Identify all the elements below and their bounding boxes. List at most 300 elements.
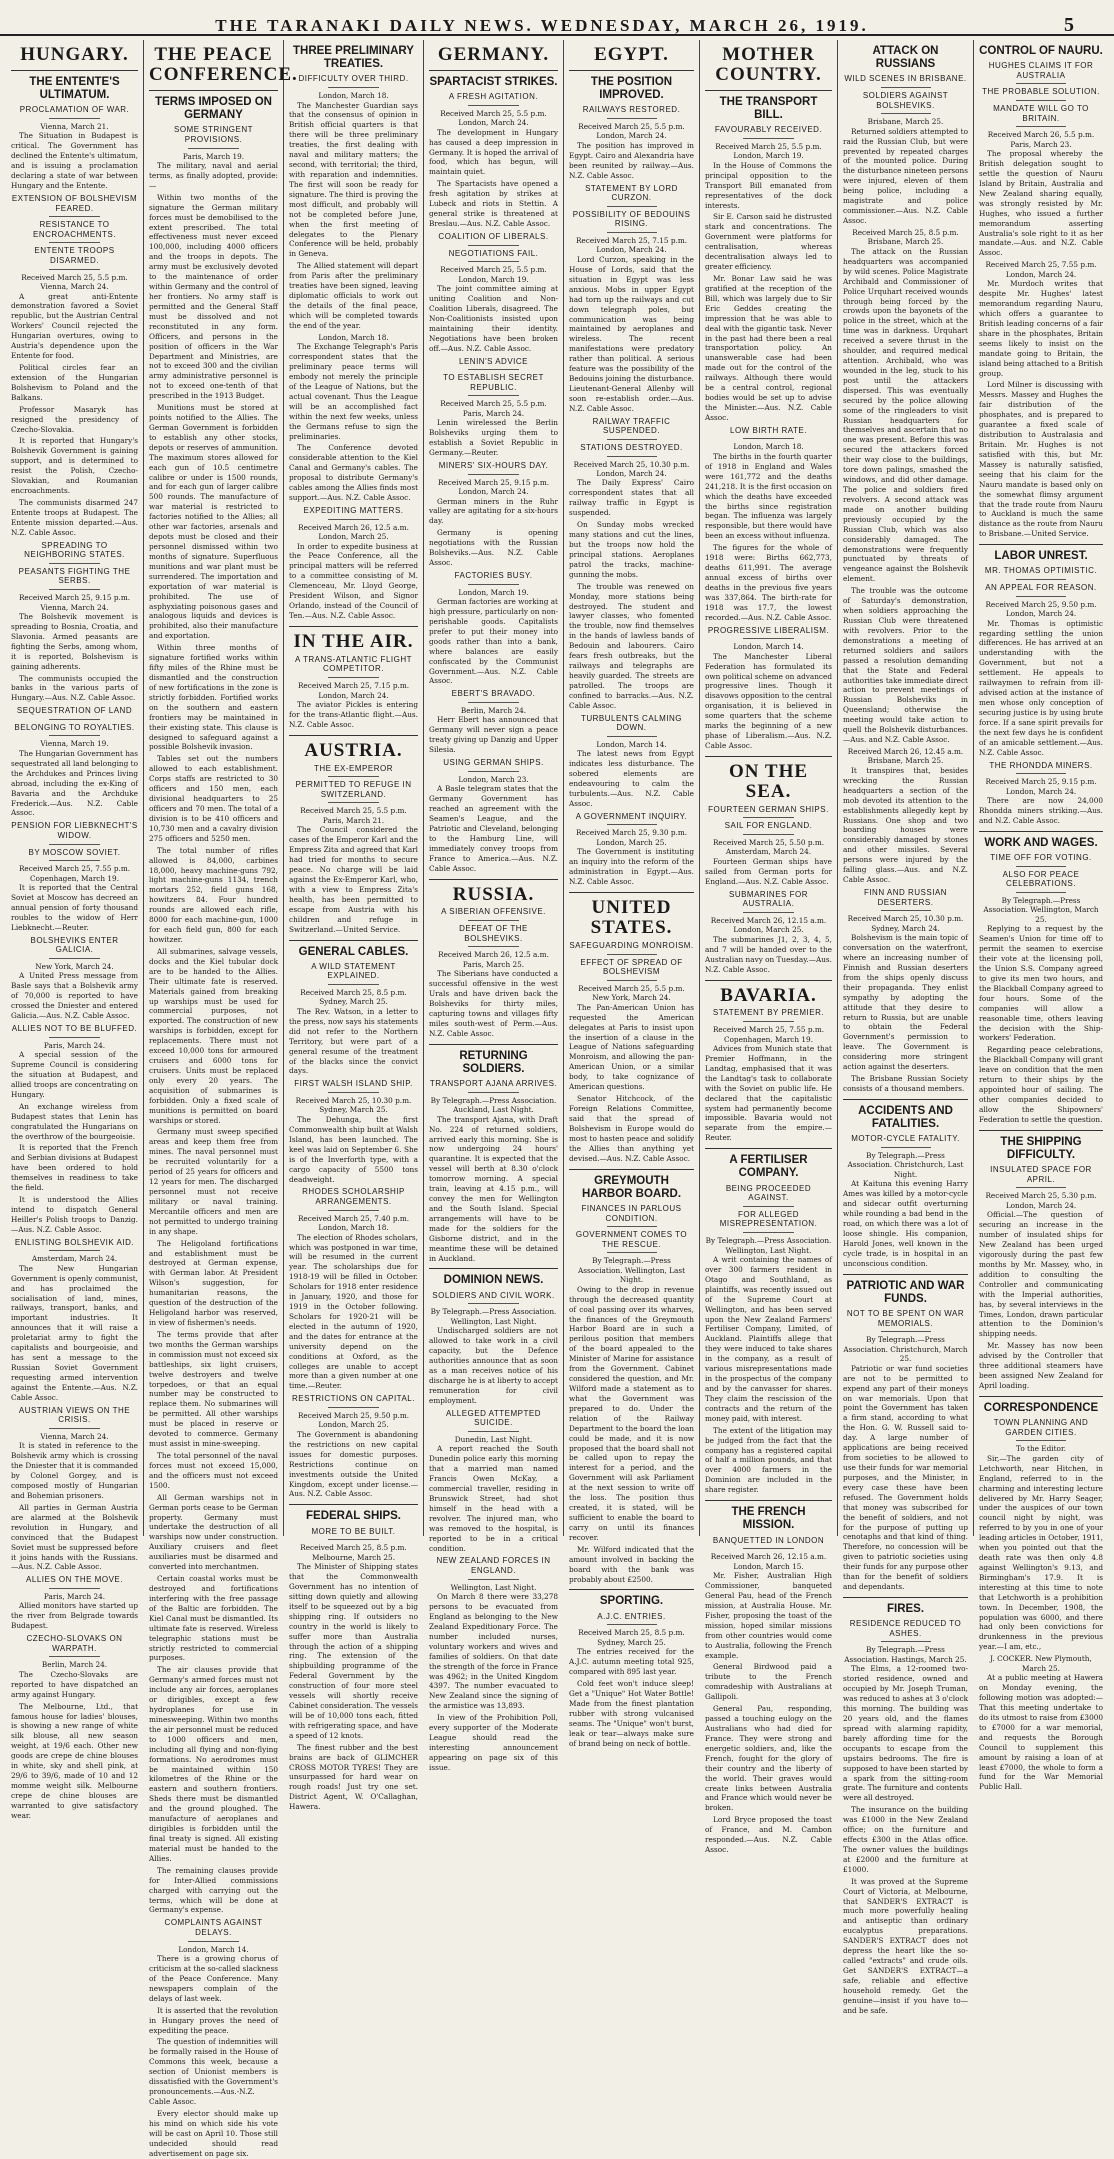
article-headline: FEDERAL SHIPS. — [306, 1510, 401, 1523]
dateline: Received March 26, 12.5 a.m. Paris, March 25. — [438, 950, 549, 969]
dateline: Received March 26, 12.5 a.m. London, March 25. — [298, 522, 409, 542]
column-rule — [289, 940, 418, 941]
short-rule — [743, 638, 794, 639]
sub-headline: MOTOR-CYCLE FATALITY. — [851, 1134, 960, 1144]
dateline: Received March 25, 5.5 p.m. New York, March 24. — [578, 983, 685, 1003]
short-rule — [328, 519, 380, 520]
article-paragraph: Official.—The question of securing an increase in the number of insulated ships for New Zealand has been urged vigorously during the past few months by Mr. Massey, who, in addition to consulting the Controller and communicating with the Imperial authorities, has, by several interviews in the Times, London, drawn particular attention to the Dominion's shipping needs. — [979, 1210, 1103, 1339]
dateline: Received March 25, 5.5 p.m. Paris, March 24. — [440, 399, 547, 418]
short-rule — [607, 439, 657, 440]
sub-headline: THE PROBABLE SOLUTION. — [982, 87, 1100, 97]
dateline: Received March 26, 12.15 a.m. London, March 15. — [710, 1552, 827, 1571]
sub-headline: RHODES SCHOLARSHIP ARRANGEMENTS. — [302, 1187, 405, 1207]
dateline: Received March 25, 5.5 p.m. London, March 24. — [578, 121, 685, 141]
short-rule — [188, 1941, 240, 1942]
column-rule — [705, 980, 832, 981]
dateline: London, March 23. — [458, 774, 529, 784]
sub-headline: EXTENSION OF BOLSHEVISM FEARED. — [11, 193, 138, 213]
sub-headline: BY MOSCOW SOVIET. — [28, 847, 121, 857]
short-rule — [743, 1232, 794, 1233]
article-paragraph: Mr. Thomas is optimistic regarding settling the union differences. He has arrived at an understanding with the Government, but not a settlement. He appeals to railwaymen to refrain from ill-advised action at the instance of men whose only conception of securing justice is by using brute force. If a sane spirit prevails for the next few days he is confident of an amicable settlement.—Aus. N.Z. Cable Assoc. — [979, 618, 1103, 757]
article-paragraph: Senator Hitchcock, of the Foreign Relations Committee, said that the spread of Bolshevism in Europe would do most to hasten peace and solidify the Allies than anything yet devised.—Aus. N.Z. Cable Assoc. — [569, 1094, 694, 1163]
sub-headline: SUBMARINES FOR AUSTRALIA. — [728, 889, 808, 909]
article-paragraph: The Elms, a 12-roomed two-storied residence, owned and occupied by Mr. Joseph Truman, was reduced to ashes at 3 o'clock this morning. The building was 20 years old, and the flames spread with alarming rapidity, barely affording time for the occupants to escape from the upstairs bedrooms. The fire is supposed to have been started by a spark from the sitting-room grate. The furniture and contents were all destroyed. — [843, 1664, 968, 1803]
column-rule — [429, 1044, 558, 1045]
short-rule — [328, 1092, 380, 1093]
article-paragraph: Lord Milner is discussing with Messrs. Massey and Hughes the fair distribution of the phosphates, and is prepared to guarantee a fixed scale of distribution to Australasia and Britain. Mr. Hughes is not satisfied with this, but Mr. Massey is naturally satisfied, seeing that his claim for the Nauru mandate is based only on the somewhat flimsy argument that the trade route from Nauru to Auckland is much the same distance as the route from Nauru to Brisbane.—United Service. — [979, 380, 1103, 539]
section-heading: GERMANY. — [437, 44, 550, 65]
short-rule — [49, 589, 100, 590]
article-paragraph: All parties in German Austria are alarmed at the Bolshevik revolution in Hungary, and convinced that the Budapest Soviet must be suppressed before it joins hands with the Russians.—Aus. N.Z. Cable Assoc. — [11, 1502, 138, 1572]
article-paragraph: The Brisbane Russian Society consists of a thousand members. — [843, 1074, 968, 1093]
dateline: Received March 25, 7.15 p.m. London, March 24. — [575, 236, 688, 255]
article-headline: CORRESPONDENCE — [983, 1401, 1099, 1414]
article-paragraph: Lord Curzon, speaking in the House of Lords, said that the situation in Egypt was less anxious. Mobs in upper Egypt had torn up the railways and cut down telegraph poles, but communication was being maintained by aeroplanes and wireless. The recent manifestations were predatory rather than political. A serious feature was the possibility of the Bedouins joining the disturbance. Lieutenant-General Allenby will soon re-establish order.—Aus. N.Z. Cable Assoc. — [569, 254, 694, 413]
dateline: By Telegraph.—Press Association. Wellington, Last Night. — [705, 1236, 832, 1255]
dateline: Received March 25, 5.5 p.m. London, March 19. — [715, 141, 822, 161]
dateline: New York, March 24. — [35, 961, 114, 971]
dateline: Received March 25, 7.55 p.m. London, March 24. — [985, 260, 1097, 279]
column-rule — [429, 879, 558, 880]
dateline: Berlin, March 24. — [460, 705, 527, 715]
article-paragraph: The Conference devoted considerable attention to the Kiel Canal and Germany's cables. The proposal to distribute Germany's cables among the Allies finds most support.—Aus. N.Z. Cable Assoc. — [289, 443, 418, 503]
dateline: Received March 25, 5.30 p.m. London, March 24. — [985, 1191, 1097, 1210]
short-rule — [49, 269, 100, 270]
article-paragraph: The terms provide that after two months the German warships in commission must not exceed six battleships, six light cruisers, twelve destroyers and twelve torpedoes, or that an equal number may be constructed to replace them. No submarines will be permitted. All other warships must be placed in reserve or devoted to commerce. Germany must assist in mine-sweeping. — [149, 1329, 278, 1449]
short-rule — [743, 834, 794, 835]
sub-headline: COALITION OF LIBERALS. — [438, 231, 549, 241]
dateline: London, March 18. — [733, 442, 804, 452]
sub-headline: AUSTRIAN VIEWS ON THE CRISIS. — [18, 1405, 131, 1425]
dateline: Berlin, March 24. — [41, 1660, 108, 1670]
short-rule — [468, 584, 520, 585]
sub-headline: WILD SCENES IN BRISBANE. — [844, 74, 967, 84]
article-paragraph: Certain coastal works must be destroyed and fortifications interfering with the free passage of the Baltic are forbidden. The Kiel Canal must be dismantled. Its ultimate fate is reserved. Wireless telegraphic stations must be strictly restricted to commercial purposes. — [149, 1574, 278, 1663]
dateline: Received March 25, 10.30 p.m. Sydney, March 25. — [295, 1096, 412, 1115]
article-paragraph: The finest rubber and the best brains are back of GLIMCHER CROSS MOTOR TYRES! They are unsurpassed for hard wear on rough roads! Just try one set. District Agent, W. O'Callaghan, Hawera. — [289, 1742, 418, 1812]
section-heading: AUSTRIA. — [304, 739, 403, 761]
short-rule — [328, 1210, 380, 1211]
short-rule — [468, 105, 520, 106]
short-rule — [468, 1431, 520, 1432]
short-rule — [607, 206, 657, 207]
sub-headline: ALLIES NOT TO BE BLUFFED. — [11, 1024, 138, 1034]
dateline: By Telegraph.—Press Association. Christchurch, Last Night. — [847, 1150, 964, 1179]
article-paragraph: The Czecho-Slovaks are reported to have dispatched an army against Hungary. — [11, 1669, 138, 1699]
article-paragraph: Herr Ebert has announced that Germany will never sign a peace treaty giving up Danzig and Upper Silesia. — [429, 715, 558, 755]
column-2 — [144, 40, 298, 2158]
article-paragraph: Political circles fear an extension of the Hungarian Bolshevism to Poland and the Balkans. — [11, 362, 138, 402]
article-paragraph: Lenin wirelessed the Berlin Bolsheviks urging them to establish a Soviet Republic in Germany.—Reuter. — [429, 418, 558, 458]
newspaper-columns — [6, 40, 1108, 2158]
article-paragraph: The Manchester Guardian says that the consensus of opinion in British official quarters is that there will be three preliminary treaties, the first dealing with naval and military matters; the second, with territorial; the third, with reparation and indemnities. The first will soon be ready for signature. The third is proving the most difficult, and probably will not be completed before June, when the first meeting of delegates to the Plenary Conference will be held, probably in Geneva. — [289, 100, 418, 259]
article-headline: THE ENTENTE'S ULTIMATUM. — [29, 75, 120, 102]
masthead — [0, 0, 1114, 36]
article-headline: SPORTING. — [599, 1595, 664, 1608]
sub-headline: SEQUESTRATION OF LAND — [16, 706, 133, 716]
section-heading: UNITED STATES. — [590, 897, 673, 939]
article-paragraph: The extent of the litigation may be judged from the fact that the company has a registered capital of half a million pounds, and that over 4000 farmers in the Dominion are included in the share register. — [705, 1425, 832, 1495]
article-paragraph: In order to expedite business at the Peace Conference, all the principal matters will be referred to a committee consisting of M. Clemenceau, Mr. Lloyd George, President Wilson, and Signor Orlando, instead of the Council of Ten.—Aus. N.Z. Cable Assoc. — [289, 541, 418, 620]
dateline: Received March 26, 12.45 a.m. Brisbane, March 25. — [847, 746, 964, 766]
section-heading: THE PEACE CONFERENCE. — [149, 44, 298, 85]
dateline: Received March 25, 8.5 p.m. Brisbane, March 25. — [852, 227, 959, 247]
article-paragraph: Sir,—The garden city of Letchworth, near Hitchen, in England, referred to in the charming and interesting lecture delivered by Mr. Harry Seager, under the auspices of our town council night by night, was referred to by you in one of your leading articles in October, 1911, when you pointed out that the death rate was then only 4.8 against Wellington's 9.13, and Birmingham's 17.9. It is interesting at this time to note that Letchworth is a prohibition town. In December, 1908, the population was 6000, and there had only been convictions for drunkenness in the previous year.—I am, etc., — [979, 1453, 1103, 1652]
sub-headline: ALLIES ON THE MOVE. — [26, 1575, 123, 1585]
dateline: London, March 14. — [733, 642, 804, 652]
short-rule — [881, 87, 931, 88]
article-paragraph: All German warships not in German ports cease to be German property. Germany must undertake the destruction of all warships now under construction. Auxiliary cruisers and fleet auxiliaries must be disarmed and converted into merchantmen. — [149, 1492, 278, 1572]
article-paragraph: It is asserted that the revolution in Hungary proves the need of expediting the peace. — [149, 2005, 278, 2035]
short-rule — [468, 702, 520, 703]
dateline: Brisbane, March 25. — [867, 117, 944, 127]
dateline: Dunedin, Last Night. — [454, 1434, 533, 1444]
sub-headline: MANDATE WILL GO TO BRITAIN. — [993, 104, 1089, 123]
sub-headline: TURBULENTS CALMING DOWN. — [580, 713, 682, 733]
short-rule — [607, 980, 657, 981]
column-rule — [843, 1597, 968, 1598]
article-paragraph: It was proved at the Supreme Court of Victoria, at Melbourne, that SANDER'S EXTRACT is much more powerfully healing and antiseptic than ordinary eucalyptus preparations. SANDER'S EXTRACT does not depress the heart like the so-called "extracts" and crude oils. Get SANDER'S EXTRACT—a safe, reliable and effective household remedy. Get the genuine—insist if you have to—and be safe. — [843, 1876, 968, 2015]
article-paragraph: A report reached the South Dunedin police early this morning that a married man named Francis Owen McKay, a commercial traveller, residing in Brunswick Street, had shot himself in the head with a revolver. The injured man, who was removed to the hospital, is reported to be in a critical condition. — [429, 1444, 558, 1553]
article-paragraph: The Bolshevik movement is spreading to Bosnia, Croatia, and Slavonia. Armed peasants are fighting the Serbs, among whom, it is reported, Bolshevism is gaining adherents. — [11, 611, 138, 671]
article-headline: GREYMOUTH HARBOR BOARD. — [581, 1174, 682, 1200]
sub-headline: NOT TO BE SPENT ON WAR MEMORIALS. — [846, 1309, 965, 1328]
article-paragraph: The Minister of Shipping states that the Commonwealth Government has no intention of sitting down quietly and allowing itself to be squeezed out by a big shipping ring. If outsiders no country in the world is likely to suffer more than Australia through the action of a shipping ring. The extension of the shipbuilding programme of the Federal Government by the construction of four more steel vessels will shortly receive Cabinet consideration. The vessels will be of 10,000 tons each, fitted with refrigerating space, and have a speed of 12 knots. — [289, 1562, 418, 1740]
column-rule — [979, 1130, 1103, 1131]
sub-headline: USING GERMAN SHIPS. — [443, 758, 544, 768]
article-paragraph: A Basle telegram states that the Germany Government has reached an agreement with the Seamen's League, and the Patriotic and Cleveland, belonging to the Hamburg Line, will immediately convey troops from France to America.—Aus. N.Z. Cable Assoc. — [429, 784, 558, 873]
dateline: London, March 14. — [596, 739, 667, 749]
sub-headline: RESTRICTIONS ON CAPITAL. — [292, 1394, 415, 1404]
short-rule — [1016, 892, 1066, 893]
article-paragraph: Germany is opening negotiations with the Russian Bolsheviks.—Aus. N.Z. Cable Assoc. — [429, 528, 558, 568]
short-rule — [49, 1250, 100, 1251]
article-headline: SPARTACIST STRIKES. — [429, 75, 558, 88]
column-rule — [289, 626, 418, 627]
short-rule — [881, 1641, 931, 1642]
article-paragraph: The election of Rhodes scholars, which was postponed in war time, will be resumed in the current year. The scholarships due for 1918-19 will be filled in October. Scholars for 1918 enter residence in January, 1920, and those for 1919 in the October following. Scholars for 1920-21 will be elected in the autumn of 1920, and the dates for entrance at the university depend on the conditions at Oxford, as the colleges are unable to accept more than a given number at one time.—Reuter. — [289, 1232, 418, 1391]
short-rule — [49, 216, 100, 217]
article-headline: FIRES. — [886, 1602, 925, 1615]
article-paragraph: The joint committee aiming at uniting Coalition and Non-Coalition Liberals, disagreed. The Non-Coalitionists insisted upon maintaining their identity. Negotiations have been broken off.—Aus. N.Z. Cable Assoc. — [429, 284, 558, 353]
short-rule — [468, 369, 520, 370]
article-headline: DOMINION NEWS. — [443, 1274, 544, 1287]
short-rule — [468, 261, 520, 262]
short-rule — [743, 912, 794, 913]
sub-headline: STATEMENT BY PREMIER. — [712, 1008, 825, 1018]
dateline: Vienna, March 19. — [40, 739, 109, 749]
dateline: By Telegraph.—Press Association. Hastings, March 25. — [844, 1645, 967, 1664]
article-headline: ACCIDENTS AND FATALITIES. — [858, 1104, 953, 1131]
section-heading: ON THE SEA. — [728, 760, 809, 802]
article-headline: GENERAL CABLES. — [298, 945, 409, 958]
dateline: Received March 25, 7.40 p.m. London, March 18. — [297, 1213, 410, 1233]
sub-headline: POSSIBILITY OF BEDOUINS RISING. — [572, 209, 691, 229]
sub-headline: FACTORIES BUSY. — [454, 571, 533, 580]
article-paragraph: The aviator Pickles is entering for the trans-Atlantic flight.—Aus. N.Z. Cable Assoc. — [289, 699, 418, 729]
sub-headline: LENIN'S ADVICE — [459, 356, 528, 366]
section-heading: BAVARIA. — [720, 984, 817, 1006]
article-paragraph: Germany must sweep specified areas and keep them free from mines. The naval personnel must be recruited voluntarily for a period of 25 years for officers and 12 years for men. The discharged personnel must not receive military or naval training. Mercantile officers and men are not permitted to undergo training in any shape. — [149, 1127, 278, 1236]
dateline: Received March 25, 7.55 p.m. Copenhagen, March 19. — [712, 1025, 825, 1044]
sub-headline: EXPEDITING MATTERS. — [303, 505, 404, 515]
short-rule — [743, 1021, 794, 1022]
short-rule — [49, 1428, 100, 1429]
sub-headline: ALSO FOR PEACE CELEBRATIONS. — [1002, 869, 1080, 889]
short-rule — [1016, 1187, 1066, 1188]
article-headline: THE FRENCH MISSION. — [731, 1506, 806, 1532]
short-rule — [188, 148, 240, 149]
short-rule — [328, 677, 380, 678]
dateline: Received March 25, 7.55 p.m. Copenhagen, March 19. — [18, 864, 131, 883]
article-paragraph: The insurance on the building was £1000 in the New Zealand office; on the furniture and effects £300 in the Atlas office. The owner values the buildings at £2000 and the furniture at £1000. — [843, 1805, 968, 1874]
column-rule — [149, 90, 278, 91]
article-headline: RETURNING SOLDIERS. — [459, 1049, 528, 1075]
article-paragraph: Fourteen German ships have sailed from German ports for England.—Aus. N.Z. Cable Assoc. — [705, 856, 832, 886]
dateline: Received March 25, 9.50 p.m. London, March 25. — [297, 1410, 410, 1430]
article-paragraph: Within two months of the signature the German military forces must be demobilised to the extent prescribed. The total effectiveness must never exceed 100,000, including 4000 officers and the troops in depots. The army must be exclusively devoted to the maintenance of order within Germany and the control of her frontiers. No army staff is permitted and the General Staff must be dissolved and not reconstituted in any form. Officers, and persons in the position of officers in the War Department and Ministries, are not to exceed 300 and the civilian army administrative personnel is not to exceed one-tenth of that prescribed in the 1913 Budget. — [149, 192, 278, 401]
sub-headline: SOLDIERS AND CIVIL WORK. — [432, 1290, 555, 1300]
short-rule — [881, 1147, 931, 1148]
short-rule — [1016, 126, 1066, 127]
article-paragraph: The submarines J1, 2, 3, 4, 5, and 7 will be handed over to the Australian navy on Tuesday.—Aus. N.Z. Cable Assoc. — [705, 934, 833, 974]
article-paragraph: The transport Ajana, with Draft No. 224 of returned soldiers, arrived early this morning. She is now undergoing 24 hours' quarantine. It is expected that the vessel will berth at 8.30 o'clock tomorrow morning. A special train, leaving at 4.15 p.m., will convey the men for Wellington and the South Island. Special arrangements will have to be made for the soldiers for the Gisborne district, and in the meantime these will be detained in Auckland. — [429, 1114, 558, 1263]
short-rule — [49, 844, 100, 845]
dateline: Paris, March 24. — [43, 1040, 106, 1050]
dateline: Received March 26, 12.15 a.m. London, March 25. — [710, 915, 827, 935]
short-rule — [1016, 1440, 1066, 1441]
short-rule — [49, 1588, 100, 1589]
article-paragraph: The Pan-American Union has requested the American delegates at Paris to insist upon the insertion of a clause in the League of Nations safeguarding Monroism, and allowing the pan-American Union, or a similar body, to take cognizance of American questions. — [569, 1002, 694, 1092]
sub-headline: RESIDENCE REDUCED TO ASHES. — [849, 1619, 962, 1638]
dateline: Received March 25, 5.5 p.m. Paris, March 21. — [300, 806, 407, 825]
article-paragraph: It transpires that, besides wrecking the Russian headquarters a section of the mob devoted its attention to the establishments allegedly kept by Russians. One shop and two boarding houses were considerably damaged by stones and other missiles. Several persons were injured by the falling glass.—Aus. and N.Z. Cable Assoc. — [843, 765, 968, 885]
article-paragraph: The entries received for the A.J.C. autumn meeting total 925, compared with 895 last year. — [569, 1647, 694, 1677]
dateline: By Telegraph.—Press Association. Auckland, Last Night. — [430, 1095, 557, 1115]
dateline: Received March 25, 10.30 p.m. London, March 24. — [573, 459, 690, 478]
article-paragraph: Cold feet won't induce sleep! Get a "Unique" Hot Water Bottle! Made from the finest plantation rubber with strong vulcanised seams. The "Unique" won't burst, leak or tear—always make sure of brand being on neck of bottle. — [569, 1678, 694, 1748]
short-rule — [743, 1548, 794, 1549]
article-paragraph: The air clauses provide that Germany's armed forces must not include any air forces, aeroplanes or dirigibles, except a few hydroplanes for use in minesweeping. Within two months the air personnel must be reduced to 1000 officers and men, including all flying and non-flying formations. No aerodromes must be maintained within 150 kilometres of the Rhine or the eastern and southern frontiers. Sheds there must be dismantled and the ground ploughed. The manufacture of aeroplanes and dirigibles is forbidden until the final treaty is signed. All existing material must be handed to the Allies. — [149, 1665, 278, 1863]
short-rule — [468, 920, 520, 921]
short-rule — [49, 860, 100, 861]
article-paragraph: Allied monitors have started up the river from Belgrade towards Budapest. — [11, 1601, 138, 1631]
short-rule — [468, 395, 520, 396]
dateline: To the Editor. — [1016, 1444, 1066, 1454]
sub-headline: SAIL FOR ENGLAND. — [724, 821, 813, 831]
sub-headline: A FRESH AGITATION. — [448, 92, 539, 102]
article-paragraph: General Pau, responding, passed a touching eulogy on the Australians who had died for France. They were strong and energetic soldiers, and, like the French, fought for the glory of their country and the liberty of the world. Their graves would create links between Australia and France which would never be broken. — [705, 1704, 832, 1813]
article-paragraph: The Spartacists have opened a fresh agitation by strikes at Lubeck and riots in Stettin. A general strike is threatened at Breslau.—Aus. N.Z. Cable Assoc. — [429, 179, 558, 229]
sub-headline: PEASANTS FIGHTING THE SERBS. — [18, 566, 131, 586]
short-rule — [1016, 773, 1066, 774]
column-rule — [979, 544, 1103, 545]
sub-headline: ALLEGED ATTEMPTED SUICIDE. — [445, 1408, 542, 1428]
article-paragraph: The births in the fourth quarter of 1918 in England and Wales were 161,772 and the deaths 241,218. It is the first occasion on which the deaths have exceeded the births since registration began. The influenza was largely responsible, but there would have been an excess without influenza. — [705, 451, 832, 541]
dateline: Received March 25, 5.50 p.m. Amsterdam, March 24. — [712, 837, 825, 857]
dateline: J. COCKER. New Plymouth, March 25. — [990, 1654, 1092, 1673]
article-paragraph: A special session of the Supreme Council is considering the situation at Budapest, and allied troops are concentrating on Hungary. — [11, 1050, 138, 1099]
short-rule — [328, 802, 380, 803]
article-paragraph: Mr. Fisher, Australian High Commissioner, banqueted General Pau, head of the French mission, at Australia House. Mr. Fisher, proposing the toast of the mission, hoped similar missions from other countries would come to Australia, following the French example. — [705, 1571, 832, 1660]
short-rule — [328, 1407, 380, 1408]
sub-headline: NEGOTIATIONS FAIL. — [448, 248, 539, 258]
sub-headline: PROCLAMATION OF WAR. — [19, 105, 130, 115]
article-paragraph: The communists occupied the banks in the various parts of Hungary.—Aus. N.Z. Cable Assoc. — [11, 673, 138, 703]
column-rule — [289, 1504, 418, 1505]
sub-headline: EFFECT OF SPREAD OF BOLSHEVISM — [580, 957, 683, 977]
column-4 — [424, 40, 564, 1772]
short-rule — [607, 1226, 657, 1227]
article-paragraph: The Rev. Watson, in a letter to the press, now says his statements did not refer to the Northern Territory, but were part of a general resume of the treatment of the blacks since the convict days. — [289, 1006, 418, 1076]
article-paragraph: The Dehunga, the first Commonwealth ship built at Walsh Island, has been launched. The keel was laid on September 6. She is of the Inverforth type, with a cargo capacity of 5500 tons deadweight. — [289, 1114, 418, 1184]
article-paragraph: Owing to the drop in revenue through the decreased quantity of coal passing over its wharves, the finances of the Greymouth Harbor Board are in such a perilous position that members of the board appealed to the Minister of Marine for assistance from the Government. Cabinet considered the question, and Mr. Wilford made a statement as to what the Government was prepared to do. Under the relation of the Railway Department to the board the loan could be made, and it is now proposed that the board shall not be called upon to repay the interest for a period, and the Government will ask Parliament at the next session to write off the loss. The position thus created, it is stated, will be sufficient to enable the board to carry on until its finances recover. — [569, 1284, 694, 1542]
dateline: Received March 25, 5.5 p.m. London, March 24. — [440, 108, 547, 128]
sub-headline: BANQUETTED IN LONDON — [712, 1535, 825, 1545]
sub-headline: THE EX-EMPEROR — [313, 763, 393, 773]
article-paragraph: The Government is abandoning the restrictions on new capital issues for domestic purposes. Restrictions continue on investments outside the United Kingdom, except under license.—Aus. N.Z. Cable Assoc. — [289, 1429, 418, 1499]
article-paragraph: The figures for the whole of 1918 were: Births 662,773, deaths 611,991. The average annual excess of births over deaths in the previous five years was 337,864. The birth-rate for 1918 was 17.7, the lowest recorded.—Aus. N.Z. Cable Assoc. — [705, 543, 832, 622]
article-paragraph: It is understood the Allies intend to dispatch General Heiller's Polish troops to Danzig.—Aus. N.Z. Cable Assoc. — [11, 1195, 138, 1234]
dateline: By Telegraph.—Press Association. Wellington, Last Night. — [577, 1256, 686, 1285]
column-rule — [569, 892, 694, 893]
article-paragraph: A great anti-Entente demonstration favored a Soviet republic, but the Austrian Central Workers' Council rejected the Hungarian overtures, owing to Austria's dependence upon the Entente for food. — [11, 291, 138, 361]
sub-headline: BELONGING TO ROYALTIES. — [14, 722, 135, 732]
sub-headline: A SIBERIAN OFFENSIVE. — [441, 907, 546, 917]
sub-headline: RAILWAYS RESTORED. — [582, 105, 681, 115]
sub-headline: STATEMENT BY LORD CURZON. — [585, 183, 678, 203]
sub-headline: A WILD STATEMENT EXPLAINED. — [311, 961, 396, 981]
dateline: London, March 14. — [178, 1944, 249, 1954]
article-paragraph: The New Hungarian Government is openly communist, and has proclaimed the socialisation of land, mines, railways, transport, banks, and important industries. It announces that it will raise a proletariat army to fight the capitalists and bourgeoisie, and has sent a message to the Russian Soviet Government requesting armed intervention against the Entente.—Aus. N.Z. Cable Assoc. — [11, 1263, 138, 1402]
dateline: Received March 25, 10.30 p.m. Sydney, March 24. — [847, 914, 964, 933]
article-headline: A FERTILISER COMPANY. — [729, 1154, 808, 1180]
article-paragraph: Advices from Munich state that Premier Hoffmann, in the Landtag, emphasised that it was the Landtag's task to collaborate with the Soviet on public life. He declared that the capitalistic system had permanently become impossible. Bavaria would not separate from the empire.—Reuter. — [705, 1044, 832, 1143]
article-headline: THE SHIPPING DIFFICULTY. — [1000, 1135, 1082, 1161]
page-number: 5 — [1064, 14, 1074, 36]
article-paragraph: The total personnel of the naval forces must not exceed 15,000, and the officers must not exceed 1500. — [149, 1450, 278, 1490]
sub-headline: PENSION FOR LIEBKNECHT'S WIDOW. — [11, 821, 138, 840]
article-paragraph: The Siberians have conducted a successful offensive in the west Urals and have driven back the Bolsheviks for thirty miles, capturing towns and villages fifty miles south-west of Perm.—Aus. N.Z. Cable Assoc. — [429, 969, 558, 1038]
article-paragraph: The position has improved in Egypt. Cairo and Alexandria have been reunited by railway.—Aus. N.Z. Cable Assoc. — [569, 140, 694, 180]
article-paragraph: An exchange wireless from Budapest states that Lenin has congratulated the Hungarians on the overthrow of the bourgeoisie. — [11, 1101, 138, 1141]
article-paragraph: Mr. Bonar Law said he was gratified at the reception of the Bill, which was largely due to Sir Eric Geddes creating the impression that he was able to deal with the gigantic task. Never in the past had there been a real transportation policy. An unanswerable case had been made out for the control of the railways. Although there would be a central control, regional bodies would be set up to advise the Minister.—Aus. N.Z. Cable Assoc. — [705, 274, 832, 422]
article-paragraph: Within three months of signature fortified works within fifty miles of the Rhine must be dismantled and the construction of new fortifications in the zone is strictly forbidden. Fortified works on the southern and eastern frontiers may be maintained in their existing state. This clause is designed to safeguard against a possible Bolshevik invasion. — [149, 643, 278, 752]
article-paragraph: On Sunday mobs wrecked many stations and cut the lines, but the troops now hold the principal stations. Aeroplanes patrol the tracks, machine-gunning the mobs. — [569, 520, 694, 579]
article-paragraph: The latest news from Egypt indicates less disturbance. The sobered elements are endeavouring to calm the turbulents.—Aus. N.Z. Cable Assoc. — [569, 749, 694, 808]
article-headline: WORK AND WAGES. — [984, 836, 1098, 849]
article-paragraph: Munitions must be stored at points notified to the Allies. The German Government is forbidden to establish any other stocks, depots or reserves of ammunition. The maximum stores allowed for each gun of 10.5 centimetre calibre or under is 1500 rounds, and for each gun of larger calibre 500 rounds. The manufacture of war material is restricted to factories notified to the Allies; all other war factories, arsenals and depots must be closed and their personnel dismissed within two months of signature. Superfluous munitions and war plant must be surrendered. The importation and exportation of war material is prohibited. The use of asphyxiating poisonous gases and analogous liquids and devices is prohibited, also their manufacture and exportation. — [149, 403, 278, 641]
article-paragraph: The Exchange Telegraph's Paris correspondent states that the preliminary peace terms will embody not merely the principle of the League of Nations, but the actual covenant. Thus the League will be an accomplished fact within the next few weeks, unless the Germans refuse to sign the preliminaries. — [289, 342, 418, 441]
sub-headline: PERMITTED TO REFUGE IN SWITZERLAND. — [295, 780, 412, 799]
short-rule — [468, 1092, 520, 1093]
section-heading: RUSSIA. — [452, 883, 535, 905]
article-paragraph: All submarines, salvage vessels, docks and the Kiel tubular dock are to be handed to the Allies. Their ultimate fate is reserved. Materials gained from breaking up warships must be used for commercial purposes, not exported. The construction of new warships is forbidden, except for replacements. There must not exceed 10,000 tons for armoured cruisers and 6000 tons for cruisers. Units must be replaced only every 20 years. The acquisition of submarines is forbidden. Only a fixed scale of munitions is permitted on board warships or stored. — [149, 946, 278, 1125]
sub-headline: CZECHO-SLOVAKS ON WARPATH. — [26, 1634, 123, 1653]
article-paragraph: Mr. Massey has now been advised by the Controller that three additional steamers have been assigned New Zealand for April loading. — [979, 1341, 1103, 1390]
dateline: Received March 25, 9.30 p.m. London, March 25. — [575, 828, 688, 847]
article-headline: THREE PRELIMINARY TREATIES. — [293, 45, 414, 71]
dateline: By Telegraph.—Press Association. Wellington, March 25. — [983, 895, 1099, 924]
dateline: Received March 25, 9.15 p.m. London, March 24. — [437, 477, 550, 497]
short-rule — [881, 113, 931, 114]
dateline: Paris, March 24. — [43, 1591, 106, 1601]
article-paragraph: The attack on the Russian headquarters was accompanied by wild scenes. Police Magistrate Archibald and Commissioner of Police Urquhart received wounds through being forced by the crowds upon the bayonets of the police in the street, which at the time was in darkness. Urquhart received a severe thrust in the shoulder, and required medical attention. Archibald, who was wounded in the leg, stuck to his post until the attackers dispersed. This was eventually secured by the police allowing some of the ringleaders to visit Russian headquarters for themselves and ascertain that no one was present. Before this was secured the attackers forced their way close to the buildings, tore down palings, smashed the windows, and did other damage. The police and soldiers fired revolvers. A second attack was made on another building previously occupied by the Russian Club, which was also considerably damaged. The demonstrations were frequently punctuated by threats of vengeance against the Bolshevik element. — [843, 246, 968, 584]
sub-headline: SAFEGUARDING MONROISM. — [569, 941, 694, 950]
section-heading: EGYPT. — [594, 44, 669, 65]
short-rule — [607, 1252, 657, 1253]
article-paragraph: It is reported that the French and Serbian divisions at Budapest have been ordered to hold themselves in readiness to take the field. — [11, 1143, 138, 1193]
article-paragraph: Replying to a request by the Seamen's Union for time off to permit the seamen to exercise their vote at the licensing poll, the Union S.S. Company agreed to give its men two hours, and the Blackball Company agreed to four hours. Some of the companies will allow a reasonable time, others leaving the decision with the Ship-workers' Federation. — [979, 924, 1103, 1043]
sub-headline: TIME OFF FOR VOTING. — [990, 853, 1092, 863]
sub-headline: MR. THOMAS OPTIMISTIC. — [984, 566, 1098, 576]
column-rule — [979, 1396, 1103, 1397]
dateline: Amsterdam, March 24. — [31, 1254, 118, 1264]
column-rule — [429, 70, 558, 71]
short-rule — [49, 1037, 100, 1038]
sub-headline: FOURTEEN GERMAN SHIPS. — [708, 804, 829, 814]
dateline: Paris, March 19. — [182, 151, 245, 161]
column-rule — [429, 1268, 558, 1269]
column-rule — [705, 1148, 832, 1149]
article-paragraph: The Melbourne, Ltd., that famous house for ladies' blouses, is showing a new range of white silk blouse, all new season weight, at 19/6 each. Other new goods are crepe de chine blouses in white, sky and shell pink, at 29/6 to 39/6, made of 10 and 12 momme weight silk. Melbourne crepe de chine blouses are warranted to give satisfactory wear. — [11, 1701, 138, 1820]
article-paragraph: In view of the Prohibition Poll, every supporter of the Moderate League should read the interesting announcement appearing on page six of this issue. — [429, 1713, 558, 1772]
sub-headline: AN APPEAL FOR REASON. — [985, 583, 1097, 593]
article-paragraph: The Allied statement will depart from Paris after the preliminary treaties have been signed, leaving diplomatic officials to work out the details of the final peace, which will be completed towards the end of the year. — [289, 261, 418, 330]
short-rule — [49, 118, 100, 119]
sub-headline: GOVERNMENT COMES TO THE RESCUE. — [575, 1230, 688, 1249]
article-paragraph: Returned soldiers attempted to raid the Russian Club, but were prevented by repeated charges of the mounted police. During the disturbance nineteen persons were injured, eleven of them being police, including a magistrate and police commissioner.—Aus. N.Z. Cable Assoc. — [843, 126, 968, 225]
section-heading: IN THE AIR. — [293, 630, 414, 652]
article-paragraph: At Kaituna this evening Harry Ames was killed by a motor-cycle and sidecar outfit overturning while rounding a bad bend in the road, on which there was a lot of loose shingle. His companion, Harold Jones, well known in the cycle trade, is in hospital in an unconscious condition. — [843, 1179, 968, 1268]
short-rule — [607, 954, 657, 955]
short-rule — [881, 1331, 931, 1332]
dateline: Received March 25, 8.5 p.m. Melbourne, March 25. — [300, 1543, 407, 1562]
article-headline: CONTROL OF NAURU. — [979, 45, 1103, 57]
short-rule — [49, 735, 100, 736]
sub-headline: COMPLAINTS AGAINST DELAYS. — [164, 1918, 263, 1937]
article-paragraph: The question of indemnities will be formally raised in the House of Commons this week, because a section of Unionist members is dissatisfied with the Government's pronouncements.—Aus.-N.Z. Cable Assoc. — [149, 2037, 278, 2106]
article-paragraph: Lord Bryce proposed the toast of France, and M. Cambon responded.—Aus. N.Z. Cable Assoc. — [705, 1815, 832, 1855]
dateline: Received March 26, 5.5 p.m. Paris, March 23. — [987, 130, 1095, 149]
dateline: By Telegraph.—Press Association. Christchurch, March 25. — [843, 1335, 968, 1364]
article-paragraph: The total number of rifles allowed is 84,000, carbines 18,000, heavy machine-guns 792, light machine-guns 1134, trench mortars 252, field guns 168, howitzers 84. Four hundred rounds are allowed each rifle, 8000 for each machine-gun, 1000 for each field gun, 800 for each howitzer. — [149, 845, 278, 944]
column-rule — [843, 1274, 968, 1275]
article-paragraph: It is reported that Hungary's Bolshevik Government is gaining support, and is determined to resist the Polish, Czecho-Slovakian, and Roumanian encroachments. — [11, 436, 138, 496]
sub-headline: FAVOURABLY RECEIVED. — [714, 125, 823, 135]
article-headline: THE POSITION IMPROVED. — [590, 75, 673, 102]
article-paragraph: At a public meeting at Hawera on Monday evening, the following motion was adopted:—That this meeting undertake to do its utmost to raise from £3000 to £7000 for a war memorial, and requests the Borough Council to supplement this amount by raising a loan of at least £7000, the whole to form a fund for the War Memorial Public Hall. — [979, 1673, 1103, 1792]
column-rule — [289, 735, 418, 736]
sub-headline: DIFFICULTY OVER THIRD. — [298, 74, 409, 84]
masthead-title: THE TARANAKI DAILY NEWS. WEDNESDAY, MARCH 26, 1919. — [215, 16, 869, 35]
sub-headline: FOR ALLEGED MISREPRESENTATION. — [719, 1209, 818, 1229]
article-paragraph: The military, naval and aerial terms, as finally adopted, provide:— — [149, 160, 278, 190]
column-rule — [11, 70, 138, 71]
sub-headline: BEING PROCEEDED AGAINST. — [725, 1183, 812, 1203]
article-paragraph: German factories are working at high pressure, particularly on non-perishable goods. Capitalists prefer to put their money into goods rather than into a bank, where balances are easily confiscated by the Communist Government.—Aus. N.Z. Cable Assoc. — [429, 597, 559, 686]
article-paragraph: The Government is instituting an inquiry into the reform of the administration in Egypt.—Aus. N.Z. Cable Assoc. — [569, 847, 694, 887]
sub-headline: A TRANS-ATLANTIC FLIGHT COMPETITOR. — [295, 654, 412, 674]
short-rule — [468, 1579, 520, 1580]
sub-headline: INSULATED SPACE FOR APRIL. — [990, 1165, 1092, 1184]
short-rule — [1016, 579, 1066, 580]
article-paragraph: Sir E. Carson said he distrusted stark and concentrations. The Government were platforms for centralisation, whereas decentralisation always led to greater efficiency. — [705, 212, 832, 272]
sub-headline: FIRST WALSH ISLAND SHIP. — [294, 1079, 413, 1089]
short-rule — [328, 776, 380, 777]
dateline: Received March 25, 8.5 p.m. Sydney, March 25. — [300, 987, 407, 1007]
dateline: Received March 25, 9.15 p.m. London, March 24. — [985, 777, 1097, 796]
